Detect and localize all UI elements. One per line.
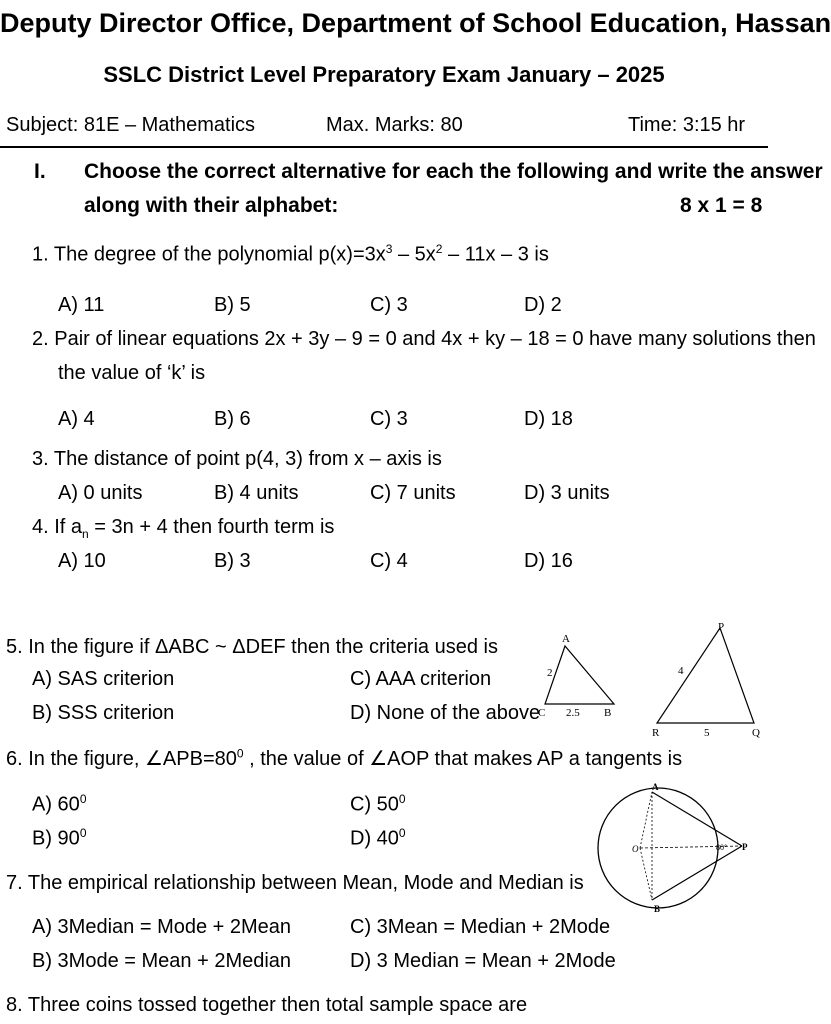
triangle-abc bbox=[545, 646, 614, 704]
question-number: 4. bbox=[32, 516, 49, 538]
label-ab: 2 bbox=[547, 667, 553, 679]
q1-option-b: B) 5 bbox=[214, 294, 251, 316]
question-text: Pair of linear equations 2x + 3y – 9 = 0 and 4x + ky – 18 = 0 have many solutions then bbox=[54, 328, 816, 350]
q3-option-d: D) 3 units bbox=[524, 482, 610, 504]
q5-option-a: A) SAS criterion bbox=[32, 668, 175, 690]
q7-option-c: C) 3Mean = Median + 2Mode bbox=[350, 916, 611, 938]
q7-option-d: D) 3 Median = Mean + 2Mode bbox=[350, 950, 616, 972]
question-2-line2: the value of ‘k’ is bbox=[58, 362, 206, 384]
q2-option-d: D) 18 bbox=[524, 408, 573, 430]
q1-option-c: C) 3 bbox=[370, 294, 408, 316]
label-c: C bbox=[538, 707, 546, 719]
q2-option-a: A) 4 bbox=[58, 408, 95, 430]
label-p: P bbox=[742, 842, 748, 852]
question-text: Three coins tossed together then total sample space are bbox=[27, 994, 528, 1016]
q6-option-b: B) $90^0$ bbox=[32, 826, 87, 850]
question-text: The degree of the polynomial p(x)=3x bbox=[53, 243, 386, 266]
label-q: Q bbox=[752, 727, 760, 739]
q3-option-a: A) 0 units bbox=[58, 482, 143, 504]
q5-option-d: D) None of the above bbox=[350, 702, 541, 724]
q7-option-a: A) 3Median = Mode + 2Mean bbox=[32, 916, 292, 938]
q3-option-b: B) 4 units bbox=[214, 482, 299, 504]
q6-option-a: A) $60^0$ bbox=[32, 792, 87, 816]
label-a: A bbox=[652, 782, 659, 792]
max-marks-label: Max. Marks: 80 bbox=[326, 114, 463, 136]
question-text: The distance of point p(4, 3) from x – axis is bbox=[53, 448, 442, 470]
subject-label: Subject: 81E – Mathematics bbox=[6, 114, 256, 136]
header-divider bbox=[0, 146, 768, 148]
question-number: 6. bbox=[6, 748, 23, 770]
q1-option-d: D) 2 bbox=[524, 294, 562, 316]
label-a: A bbox=[562, 633, 570, 645]
q4-option-c: C) 4 bbox=[370, 550, 408, 572]
q4-option-d: D) 16 bbox=[524, 550, 573, 572]
q7-option-b: B) 3Mode = Mean + 2Median bbox=[32, 950, 292, 972]
question-number: 7. bbox=[6, 872, 23, 894]
question-7 bbox=[6, 872, 584, 895]
question-number: 5. bbox=[6, 636, 23, 658]
label-angle: 80° bbox=[716, 843, 728, 852]
similar-triangles-figure bbox=[530, 621, 768, 743]
q4-option-b: B) 3 bbox=[214, 550, 251, 572]
question-text: In the figure, ∠APB=80 bbox=[28, 748, 237, 770]
q6-option-c: C) $50^0$ bbox=[350, 792, 406, 816]
q1-option-a: A) 11 bbox=[58, 294, 105, 316]
tangent-pa bbox=[652, 792, 742, 846]
tangent-circle-figure bbox=[592, 784, 768, 914]
question-5 bbox=[6, 636, 498, 659]
q5-option-c: C) AAA criterion bbox=[350, 668, 492, 690]
question-text: If a bbox=[54, 516, 83, 538]
label-b: B bbox=[604, 707, 612, 719]
question-number: 3. bbox=[32, 448, 49, 470]
question-8 bbox=[6, 994, 527, 1017]
label-p: P bbox=[718, 621, 725, 633]
q6-option-d: D) $40^0$ bbox=[350, 826, 406, 850]
office-title: Deputy Director Office, Department of School Education, Hassan bbox=[0, 8, 831, 38]
tangent-pb bbox=[652, 846, 742, 900]
label-b: B bbox=[654, 904, 661, 914]
question-number: 1. bbox=[32, 243, 49, 266]
question-1: 1. The degree of the polynomial $p(x)=3x^3 - 5x^2 - 11x - 3$ is bbox=[32, 242, 549, 266]
radius-ob bbox=[640, 848, 652, 900]
section-instruction-line1: Choose the correct alternative for each the following and write the answer bbox=[84, 160, 823, 183]
q5-option-b: B) SSS criterion bbox=[32, 702, 175, 724]
radius-oa bbox=[640, 792, 652, 848]
triangle-pqr bbox=[657, 628, 754, 723]
label-o: O bbox=[632, 844, 639, 854]
question-number: 2. bbox=[32, 328, 49, 350]
section-marks: 8 x 1 = 8 bbox=[680, 194, 763, 217]
question-text: The empirical relationship between Mean, Mode and Median is bbox=[27, 872, 584, 894]
q2-option-c: C) 3 bbox=[370, 408, 408, 430]
label-rq: 5 bbox=[704, 727, 710, 739]
section-instruction-line2: along with their alphabet: bbox=[84, 194, 339, 217]
q3-option-c: C) 7 units bbox=[370, 482, 456, 504]
label-bc: 2.5 bbox=[566, 707, 580, 719]
question-text: In the figure if ΔABC ~ ΔDEF then the criteria used is bbox=[28, 636, 498, 658]
question-number: 8. bbox=[6, 994, 23, 1016]
q2-option-b: B) 6 bbox=[214, 408, 251, 430]
question-6: 6. In the figure, $\angle APB=80^0$ , the value of ∠AOP that makes AP a tangents is bbox=[6, 746, 683, 770]
label-pr: 4 bbox=[678, 665, 684, 677]
section-number: I. bbox=[34, 160, 46, 183]
question-4: 4. If $a_n = 3n + 4$ then fourth term is bbox=[32, 516, 335, 541]
label-r: R bbox=[652, 727, 660, 739]
exam-title: SSLC District Level Preparatory Exam January – 2025 bbox=[103, 62, 665, 87]
question-3 bbox=[32, 448, 442, 471]
q4-option-a: A) 10 bbox=[58, 550, 106, 572]
time-label: Time: 3:15 hr bbox=[628, 114, 746, 136]
question-2 bbox=[32, 328, 816, 351]
